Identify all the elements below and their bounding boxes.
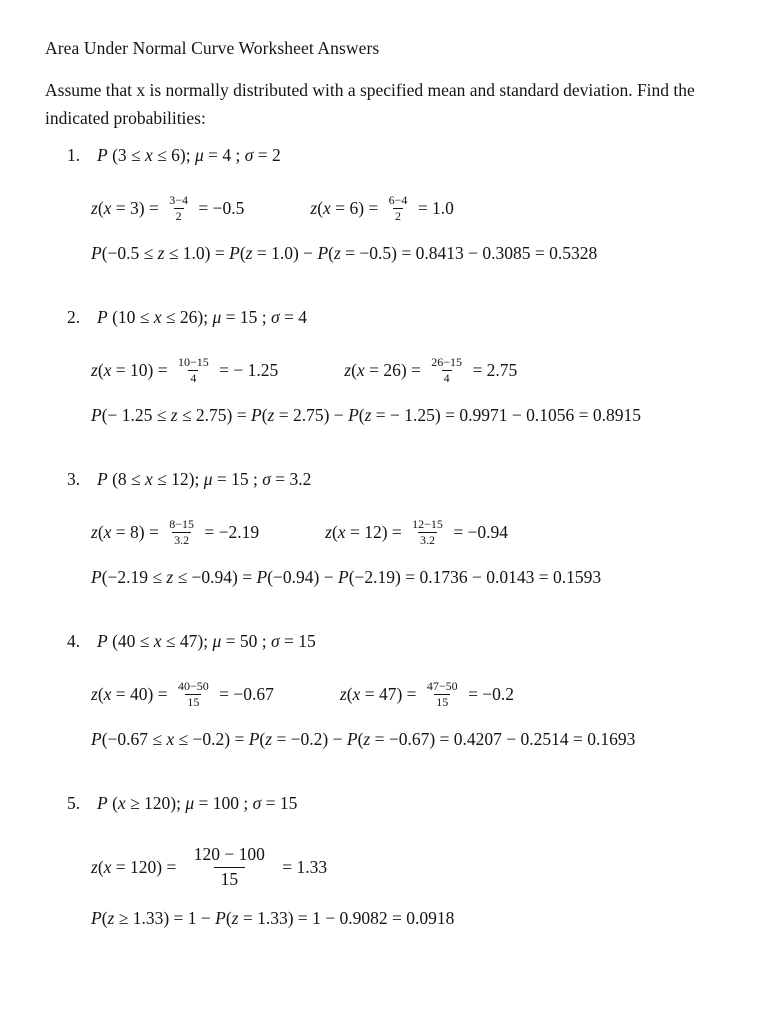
fraction-numerator: 120 − 100	[193, 843, 265, 864]
z-equation-rhs: = 1.33	[277, 857, 328, 878]
z-equation-lhs: z(x = 12) =	[325, 522, 407, 543]
fraction	[429, 355, 464, 385]
z-equations-row	[67, 838, 738, 900]
problem-3	[45, 469, 738, 588]
fraction-denominator: 2	[175, 208, 182, 223]
problem-statement-row	[67, 469, 738, 490]
problem-4	[45, 631, 738, 750]
problem-statement-row	[67, 145, 738, 166]
fraction-numerator: 12−15	[412, 517, 443, 532]
fraction-denominator: 15	[436, 694, 449, 709]
z-equations-row	[67, 676, 738, 716]
problem-statement-row	[67, 631, 738, 652]
fraction	[410, 517, 445, 547]
problem-number: 2.	[67, 307, 81, 327]
z-equation	[91, 357, 278, 387]
fraction	[187, 843, 272, 891]
fraction-denominator: 4	[190, 370, 197, 385]
z-equation-rhs: = −0.67	[214, 684, 274, 705]
problem-5	[45, 793, 738, 929]
worksheet-title: Area Under Normal Curve Worksheet Answers	[45, 38, 380, 58]
problem-number: 1.	[67, 145, 81, 165]
fraction-numerator: 40−50	[178, 679, 209, 694]
fraction-denominator: 3.2	[174, 532, 190, 547]
fraction-denominator: 4	[443, 370, 450, 385]
problem-statement: P (40 ≤ x ≤ 47); μ = 50 ; σ = 15	[97, 631, 316, 651]
z-equation-lhs: z(x = 47) =	[339, 684, 421, 705]
z-equation-rhs: = 1.0	[413, 198, 454, 219]
fraction-denominator: 3.2	[420, 532, 436, 547]
z-equation-rhs: = −0.2	[463, 684, 515, 705]
problem-statement: P (x ≥ 120); μ = 100 ; σ = 15	[97, 793, 298, 813]
problem-number: 5.	[67, 793, 81, 813]
z-equation-rhs: = − 1.25	[214, 360, 279, 381]
fraction-denominator: 2	[395, 208, 402, 223]
z-equations-row	[67, 514, 738, 554]
problem-number: 4.	[67, 631, 81, 651]
fraction-numerator: 8−15	[169, 517, 195, 532]
problem-statement: P (8 ≤ x ≤ 12); μ = 15 ; σ = 3.2	[97, 469, 312, 489]
z-equation	[91, 845, 327, 893]
fraction-numerator: 6−4	[388, 193, 408, 208]
fraction-denominator: 15	[214, 867, 246, 892]
fraction-numerator: 10−15	[178, 355, 209, 370]
z-equation-lhs: z(x = 3) =	[91, 198, 164, 219]
z-equation	[340, 681, 514, 711]
z-equation-lhs: z(x = 6) =	[310, 198, 383, 219]
z-equation-rhs: = −0.94	[448, 522, 509, 543]
fraction-numerator: 3−4	[169, 193, 189, 208]
answer-line: P(−2.19 ≤ z ≤ −0.94) = P(−0.94) − P(−2.19) = 0.1736 − 0.0143 = 0.1593	[91, 567, 602, 587]
answer-line: P(−0.5 ≤ z ≤ 1.0) = P(z = 1.0) − P(z = −0.5) = 0.8413 − 0.3085 = 0.5328	[91, 243, 598, 263]
answer-line: P(−0.67 ≤ x ≤ −0.2) = P(z = −0.2) − P(z = −0.67) = 0.4207 − 0.2514 = 0.1693	[91, 729, 636, 749]
z-equation-lhs: z(x = 120) =	[91, 857, 181, 878]
fraction	[176, 355, 211, 385]
problem-2	[45, 307, 738, 426]
z-equation	[91, 195, 244, 225]
problem-statement-row	[67, 307, 738, 328]
problem-1	[45, 145, 738, 264]
problem-number: 3.	[67, 469, 81, 489]
fraction-denominator: 15	[187, 694, 200, 709]
fraction	[176, 679, 211, 709]
problem-statement: P (3 ≤ x ≤ 6); μ = 4 ; σ = 2	[97, 145, 281, 165]
z-equation-rhs: = −0.5	[194, 198, 245, 219]
fraction-numerator: 47−50	[426, 679, 458, 694]
z-equation	[344, 357, 517, 387]
z-equation-rhs: = −2.19	[200, 522, 260, 543]
z-equation-lhs: z(x = 10) =	[91, 360, 172, 381]
z-equation-lhs: z(x = 26) =	[344, 360, 426, 381]
z-equation-rhs: = 2.75	[468, 360, 518, 381]
z-equation	[91, 681, 274, 711]
z-equation	[91, 519, 259, 549]
answer-line: P(z ≥ 1.33) = 1 − P(z = 1.33) = 1 − 0.9082 = 0.0918	[91, 908, 455, 928]
z-equation-lhs: z(x = 40) =	[91, 684, 172, 705]
z-equation	[325, 519, 508, 549]
z-equations-row	[67, 352, 738, 392]
z-equation	[310, 195, 454, 225]
intro-paragraph: Assume that x is normally distributed with a specified mean and standard deviation. Find the indicated probabilities:	[45, 80, 695, 128]
fraction-numerator: 26−15	[431, 355, 463, 370]
z-equation-lhs: z(x = 8) =	[91, 522, 164, 543]
problem-statement-row	[67, 793, 738, 814]
fraction	[167, 193, 190, 223]
z-equations-row	[67, 190, 738, 230]
fraction	[167, 517, 196, 547]
fraction	[387, 193, 410, 223]
problem-statement: P (10 ≤ x ≤ 26); μ = 15 ; σ = 4	[97, 307, 308, 327]
fraction	[425, 679, 460, 709]
answer-line: P(− 1.25 ≤ z ≤ 2.75) = P(z = 2.75) − P(z = − 1.25) = 0.9971 − 0.1056 = 0.8915	[91, 405, 641, 425]
